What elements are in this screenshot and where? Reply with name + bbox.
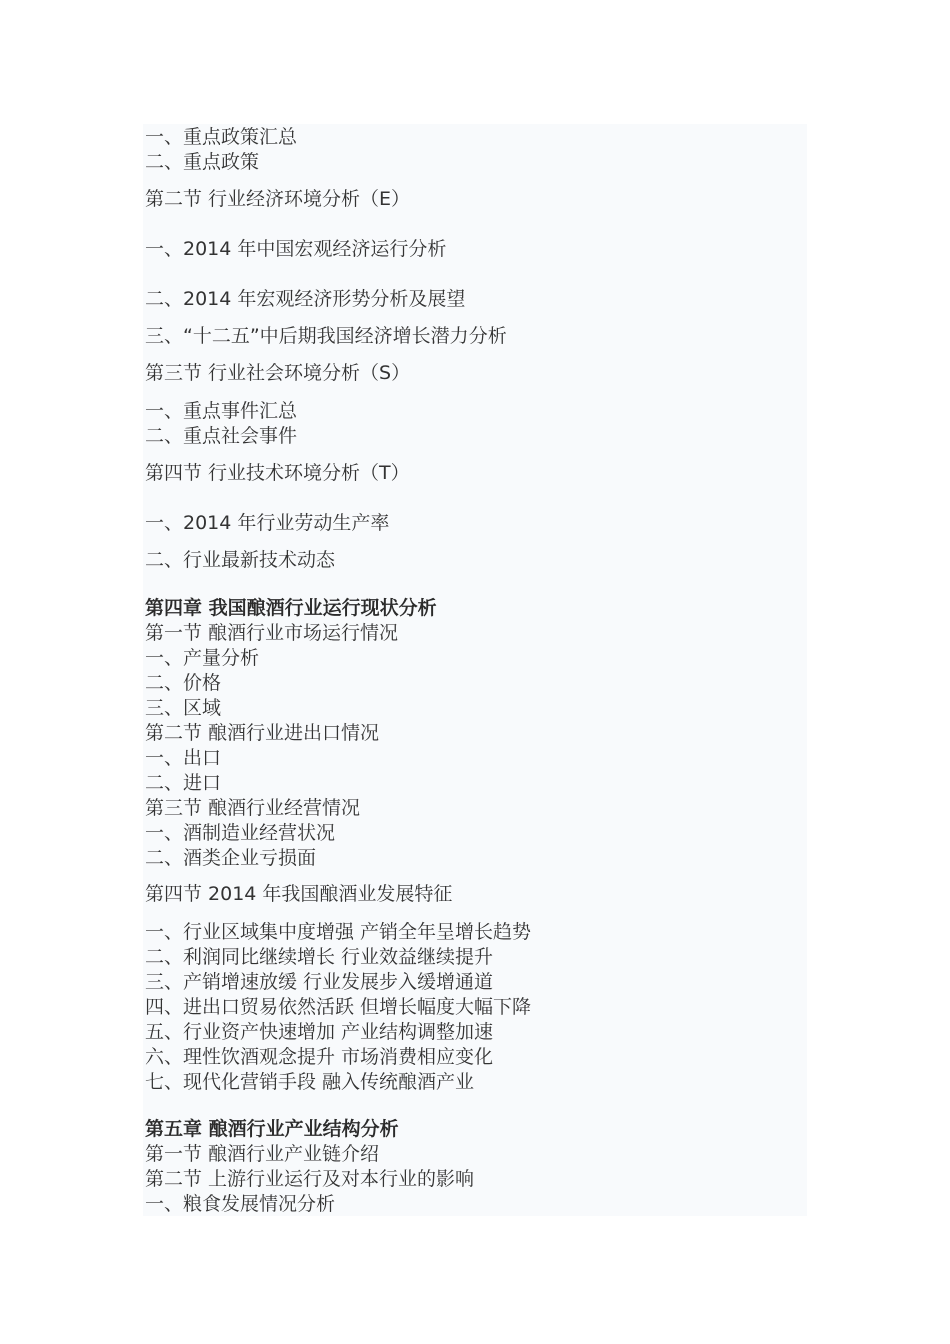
toc-line: 一、粮食发展情况分析 xyxy=(145,1193,336,1215)
toc-line: 七、现代化营销手段 融入传统酿酒产业 xyxy=(145,1071,475,1093)
toc-line: 二、利润同比继续增长 行业效益继续提升 xyxy=(145,946,494,968)
toc-line: 二、酒类企业亏损面 xyxy=(145,847,317,869)
toc-line: 二、2014 年宏观经济形势分析及展望 xyxy=(145,288,466,310)
toc-section-heading: 第一节 酿酒行业市场运行情况 xyxy=(145,622,399,644)
toc-line: 三、区域 xyxy=(145,697,222,719)
toc-line: 一、酒制造业经营状况 xyxy=(145,822,336,844)
toc-line: 一、行业区域集中度增强 产销全年呈增长趋势 xyxy=(145,921,532,943)
toc-line: 一、出口 xyxy=(145,747,222,769)
toc-line: 二、行业最新技术动态 xyxy=(145,549,336,571)
toc-line: 五、行业资产快速增加 产业结构调整加速 xyxy=(145,1021,494,1043)
toc-section-heading: 第四节 2014 年我国酿酒业发展特征 xyxy=(145,883,453,905)
toc-section-heading: 第三节 行业社会环境分析（S） xyxy=(145,362,411,384)
toc-section-heading: 第二节 酿酒行业进出口情况 xyxy=(145,722,380,744)
toc-line: 二、重点政策 xyxy=(145,151,260,173)
toc-chapter-heading: 第四章 我国酿酒行业运行现状分析 xyxy=(145,597,437,619)
toc-line: 一、2014 年行业劳动生产率 xyxy=(145,512,390,534)
toc-line: 三、“十二五”中后期我国经济增长潜力分析 xyxy=(145,325,507,347)
toc-section-heading: 第三节 酿酒行业经营情况 xyxy=(145,797,361,819)
toc-line: 一、2014 年中国宏观经济运行分析 xyxy=(145,238,447,260)
toc-line: 二、价格 xyxy=(145,672,222,694)
toc-section-heading: 第一节 酿酒行业产业链介绍 xyxy=(145,1143,380,1165)
toc-chapter-heading: 第五章 酿酒行业产业结构分析 xyxy=(145,1118,399,1140)
toc-line: 三、产销增速放缓 行业发展步入缓增通道 xyxy=(145,971,494,993)
toc-line: 一、产量分析 xyxy=(145,647,260,669)
toc-line: 二、重点社会事件 xyxy=(145,425,298,447)
toc-line: 六、理性饮酒观念提升 市场消费相应变化 xyxy=(145,1046,494,1068)
toc-line: 四、进出口贸易依然活跃 但增长幅度大幅下降 xyxy=(145,996,532,1018)
toc-line: 二、进口 xyxy=(145,772,222,794)
toc-section-heading: 第四节 行业技术环境分析（T） xyxy=(145,462,410,484)
toc-section-heading: 第二节 行业经济环境分析（E） xyxy=(145,188,411,210)
toc-section-heading: 第二节 上游行业运行及对本行业的影响 xyxy=(145,1168,475,1190)
toc-line: 一、重点事件汇总 xyxy=(145,400,298,422)
toc-line: 一、重点政策汇总 xyxy=(145,126,298,148)
